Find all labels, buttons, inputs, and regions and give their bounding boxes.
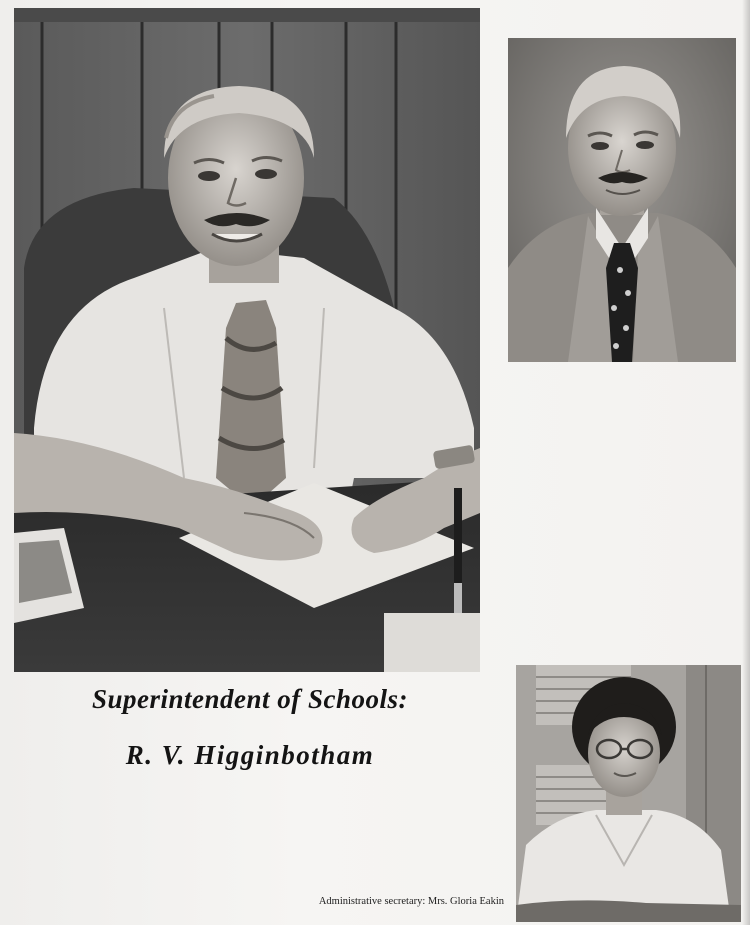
- page-heading-name: R. V. Higginbotham: [125, 740, 375, 770]
- page-edge-shadow: [742, 0, 750, 925]
- superintendent-desk-photo: [14, 8, 480, 672]
- page-heading-title: Superintendent of Schools:: [91, 684, 409, 714]
- superintendent-portrait-photo: [508, 38, 736, 362]
- secretary-caption: Administrative secretary: Mrs. Gloria Eakin: [318, 896, 504, 907]
- secretary-photo: [516, 665, 741, 922]
